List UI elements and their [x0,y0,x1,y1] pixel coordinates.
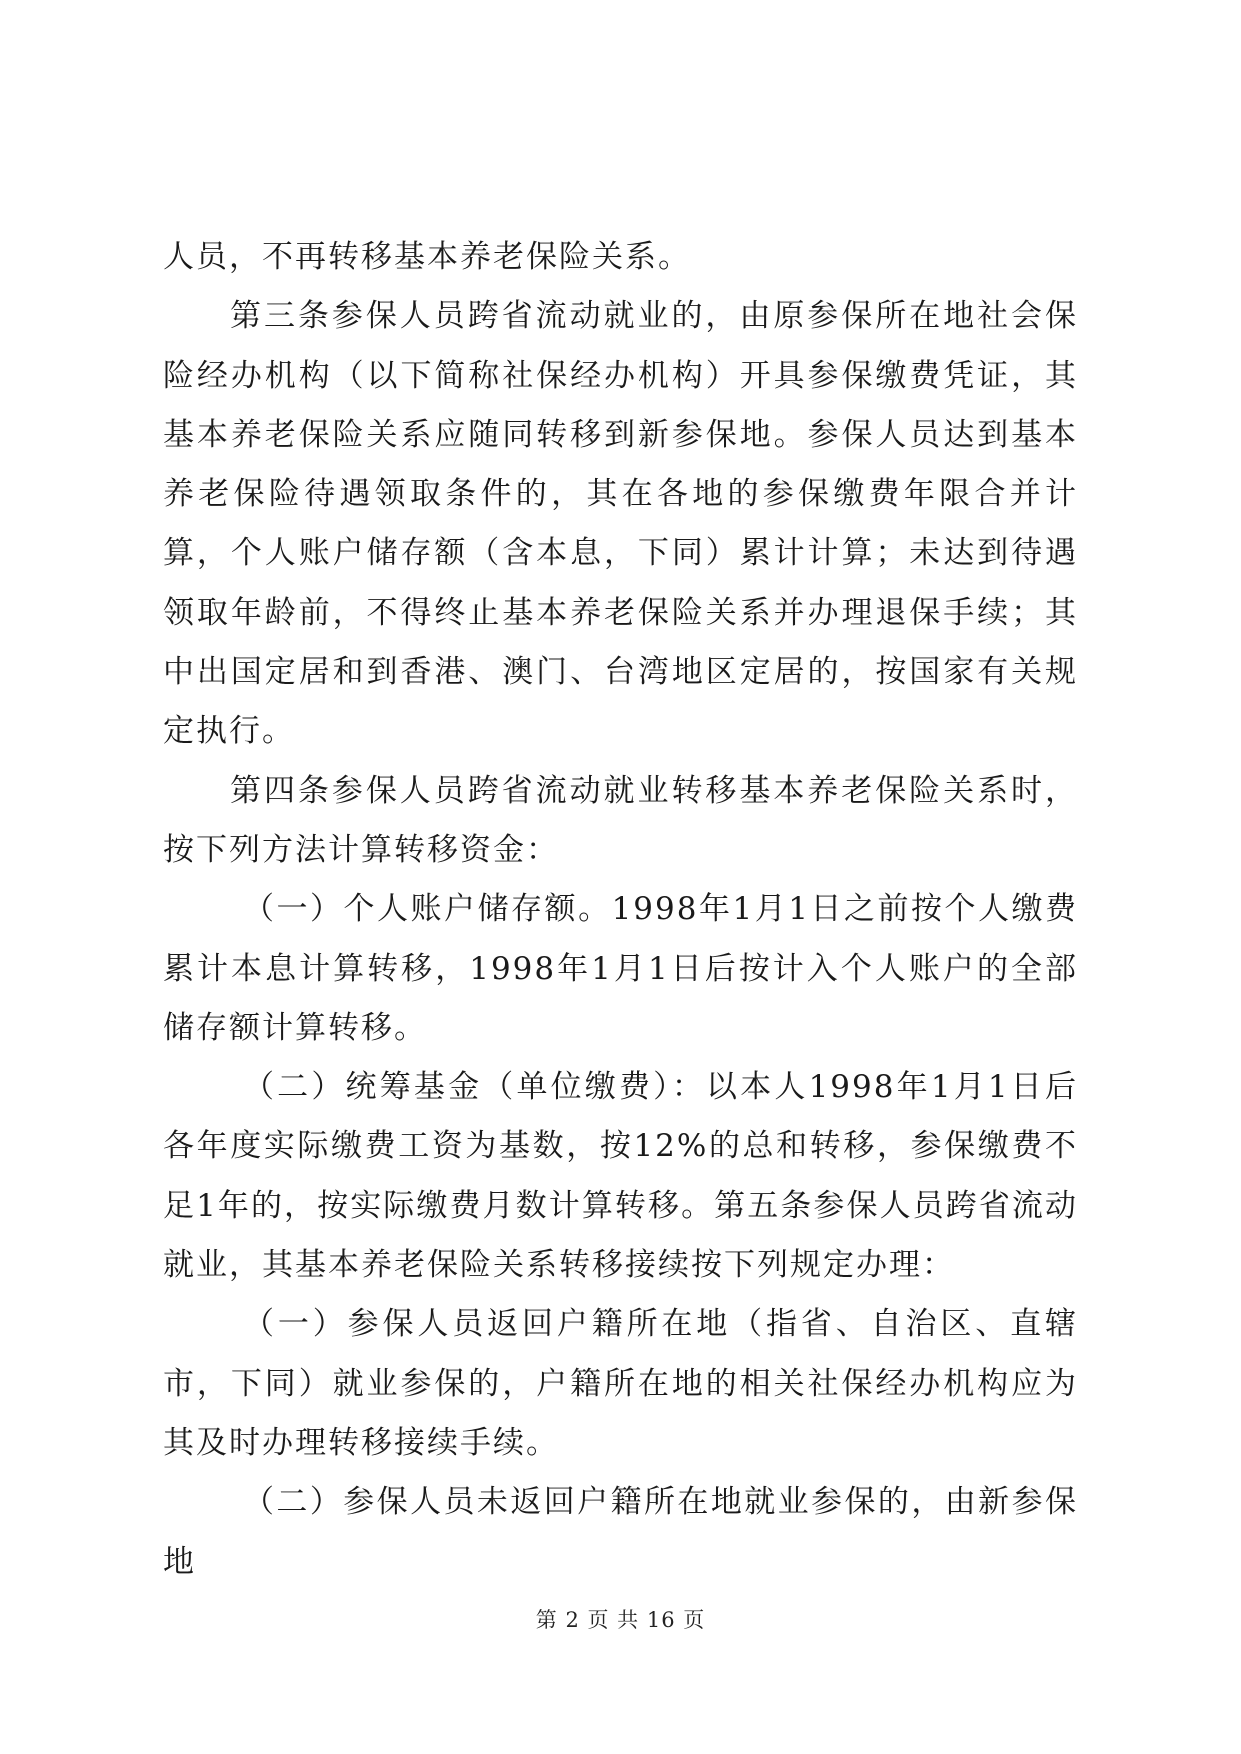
page-number-footer: 第 2 页 共 16 页 [535,1608,706,1632]
document-body [163,228,1078,1592]
paragraph-item-1-return-domicile: （一）参保人员返回户籍所在地（指省、自治区、直辖市，下同）就业参保的，户籍所在地的相关社保经办机构应为其及时办理转移接续手续。 [163,1306,1078,1461]
paragraph-item-2-not-return: （二）参保人员未返回户籍所在地就业参保的，由新参保地 [163,1484,1078,1580]
paragraph-continuation: 人员，不再转移基本养老保险关系。 [163,239,691,275]
paragraph-article-3: 第三条参保人员跨省流动就业的，由原参保所在地社会保险经办机构（以下简称社保经办机构）开具参保缴费凭证，其基本养老保险关系应随同转移到新参保地。参保人员达到基本养老保险待遇领取条件的，其在各地的参保缴费年限合并计算，个人账户储存额（含本息，下同）累计计算；未达到待遇领取年龄前，不得终止基本养老保险关系并办理退保手续；其中出国定居和到香港、澳门、台湾地区定居的，按国家有关规定执行。 [163,298,1078,750]
paragraph-item-1-personal-account: （一）个人账户储存额。1998年1月1日之前按个人缴费累计本息计算转移，1998年1月1日后按计入个人账户的全部储存额计算转移。 [163,891,1078,1046]
paragraph-article-4: 第四条参保人员跨省流动就业转移基本养老保险关系时，按下列方法计算转移资金： [163,772,1078,868]
paragraph-item-2-pooled-fund: （二）统筹基金（单位缴费）：以本人1998年1月1日后各年度实际缴费工资为基数，按12%的总和转移，参保缴费不足1年的，按实际缴费月数计算转移。第五条参保人员跨省流动就业，其基本养老保险关系转移接续按下列规定办理： [163,1069,1078,1284]
